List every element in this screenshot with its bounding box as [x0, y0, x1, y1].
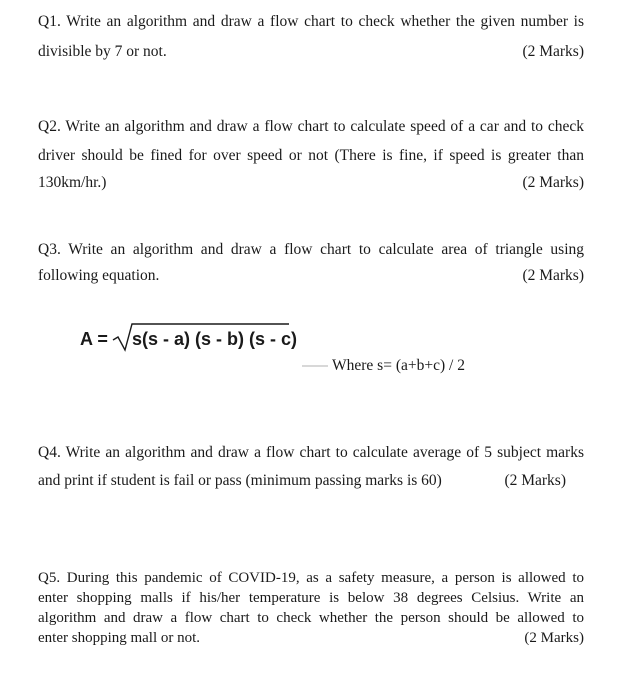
q5-text-end: enter shopping mall or not.: [38, 630, 201, 646]
q2-line-3: [38, 173, 584, 193]
faint-scan-mark: [302, 365, 328, 367]
q4-line-1: Q4. Write an algorithm and draw a flow chart to calculate average of 5 subject marks: [38, 444, 584, 461]
q2-text-end: 130km/hr.): [38, 174, 107, 191]
q3-marks: (2 Marks): [522, 267, 584, 284]
q2-marks: (2 Marks): [522, 174, 584, 191]
formula-lhs: A =: [80, 329, 108, 349]
q4-marks: (2 Marks): [504, 472, 566, 489]
q5-line-2: enter shopping malls if his/her temperature is below 38 degrees Celsius. Write an: [38, 590, 584, 606]
formula-radicand: s(s - a) (s - b) (s - c): [132, 329, 298, 349]
q3-text-end: following equation.: [38, 267, 160, 284]
q5-line-1: Q5. During this pandemic of COVID-19, as a safety measure, a person is allowed to: [38, 570, 584, 586]
q2-line-2: driver should be fined for over speed or not (There is fine, if speed is greater than: [38, 147, 584, 164]
q5-line-3: algorithm and draw a flow chart to check whether the person should be allowed to: [38, 610, 584, 626]
q1-line-1: Q1. Write an algorithm and draw a flow chart to check whether the given number is: [38, 13, 584, 30]
q5-marks: (2 Marks): [524, 630, 584, 646]
q4-line-2: [38, 471, 566, 491]
q1-line-2: [38, 42, 584, 62]
q5-line-4: [38, 628, 584, 648]
q1-marks: (2 Marks): [522, 43, 584, 60]
q4-text-end: and print if student is fail or pass (minimum passing marks is 60): [38, 472, 442, 489]
q2-line-1: Q2. Write an algorithm and draw a flow chart to calculate speed of a car and to check: [38, 118, 584, 135]
q3-line-1: Q3. Write an algorithm and draw a flow chart to calculate area of triangle using: [38, 241, 584, 258]
formula-where: Where s= (a+b+c) / 2: [332, 357, 465, 374]
q1-text-end: divisible by 7 or not.: [38, 43, 167, 60]
q3-line-2: [38, 266, 584, 286]
